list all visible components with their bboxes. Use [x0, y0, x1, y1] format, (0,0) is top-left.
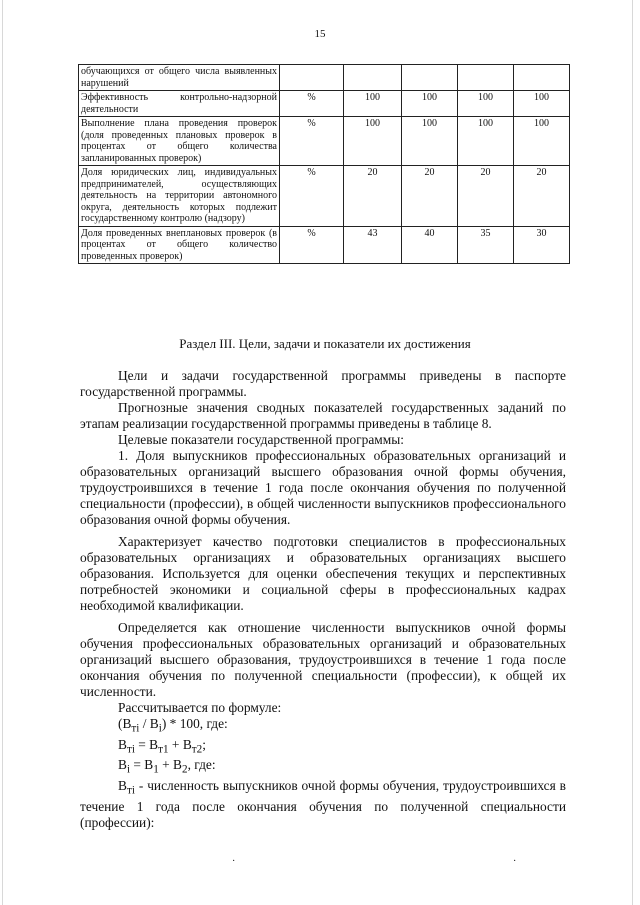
indicator-name-cell: Доля юридических лиц, индивидуальных предпринимателей, осуществляющих деятельность на территории автономного округа, деятельность которых подлежит государственному контролю (надзору) — [79, 166, 280, 227]
value-cell: 20 — [402, 166, 458, 227]
indicator-name-cell: Доля проведенных внеплановых проверок (в процентах от общего количество проведенных проверок) — [79, 226, 280, 264]
table-row — [79, 166, 570, 227]
unit-cell: % — [280, 117, 344, 166]
scan-speck: · — [513, 856, 517, 867]
unit-cell: % — [280, 166, 344, 227]
unit-cell: % — [280, 91, 344, 117]
paragraph: Определяется как отношение численности выпускников очной формы обучения профессиональных образовательных организаций и образовательных организаций высшего образования, трудоустроившихся в течение 1 года после окончания обучения по полученной специальности (профессии), к общей их численности. — [80, 620, 566, 699]
formula-ratio: $(В_{тi} / В_i) * 100$, где: — [118, 716, 228, 735]
page-number: 15 — [314, 28, 326, 40]
variable-definition: $В_{тi}$ - численность выпускников очной формы обучения, трудоустроившихся в течение 1 года после окончания обучения по полученной специальности (профессии): — [80, 778, 566, 830]
value-cell: 100 — [458, 117, 514, 166]
indicator-name-cell: Выполнение плана проведения проверок (доля проведенных плановых проверок в процентах от общего количества запланированных проверок) — [79, 117, 280, 166]
paragraph: Прогнозные значения сводных показателей государственных заданий по этапам реализации государственной программы приведены в таблице 8. — [80, 400, 566, 431]
value-cell: 100 — [344, 117, 402, 166]
scan-edge-left — [2, 0, 3, 905]
value-cell — [514, 65, 570, 91]
value-cell: 20 — [514, 166, 570, 227]
scan-edge-right — [632, 0, 633, 905]
value-cell: 100 — [514, 91, 570, 117]
value-cell: 100 — [344, 91, 402, 117]
value-cell: 20 — [458, 166, 514, 227]
unit-cell — [280, 65, 344, 91]
value-cell: 100 — [458, 91, 514, 117]
value-cell — [458, 65, 514, 91]
value-cell: 30 — [514, 226, 570, 264]
table-row — [79, 117, 570, 166]
value-cell: 100 — [514, 117, 570, 166]
indicator-name-cell: обучающихся от общего числа выявленных нарушений — [79, 65, 280, 91]
value-cell: 100 — [402, 91, 458, 117]
formula-total-sum: $В_i = В_1 + В_2$, где: — [118, 757, 216, 777]
indicators-table — [78, 64, 570, 264]
value-cell: 35 — [458, 226, 514, 264]
value-cell — [344, 65, 402, 91]
table-row — [79, 226, 570, 264]
section-heading: Раздел III. Цели, задачи и показатели их достижения — [179, 336, 471, 351]
paragraph: 1. Доля выпускников профессиональных образовательных организаций и образовательных организаций высшего образования очной формы обучения, трудоустроившихся в течение 1 года после окончания обучения по полученной специальности (профессии), в общей численности выпускников профессионального образования очной формы обучения. — [80, 448, 566, 527]
scan-speck: · — [232, 856, 236, 867]
indicator-name-cell: Эффективность контрольно-надзорной деятельности — [79, 91, 280, 117]
value-cell: 20 — [344, 166, 402, 227]
paragraph: Целевые показатели государственной программы: — [118, 432, 404, 447]
value-cell — [402, 65, 458, 91]
paragraph: Рассчитывается по формуле: — [118, 700, 282, 715]
paragraph: Цели и задачи государственной программы приведены в паспорте государственной программы. — [80, 368, 566, 399]
table-row — [79, 65, 570, 91]
value-cell: 43 — [344, 226, 402, 264]
value-cell: 40 — [402, 226, 458, 264]
value-cell: 100 — [402, 117, 458, 166]
body-text — [80, 368, 566, 831]
table-row — [79, 91, 570, 117]
paragraph: Характеризует качество подготовки специалистов в профессиональных образовательных организациях и образовательных организациях высшего образования. Используется для оценки обеспечения текущих и перспективных потребностей экономики и социальной сферы в профессиональных кадрах необходимой квалификации. — [80, 534, 566, 613]
formula-employed-sum: $В_{тi} = В_{т1} + В_{т2}$; — [118, 736, 206, 756]
unit-cell: % — [280, 226, 344, 264]
